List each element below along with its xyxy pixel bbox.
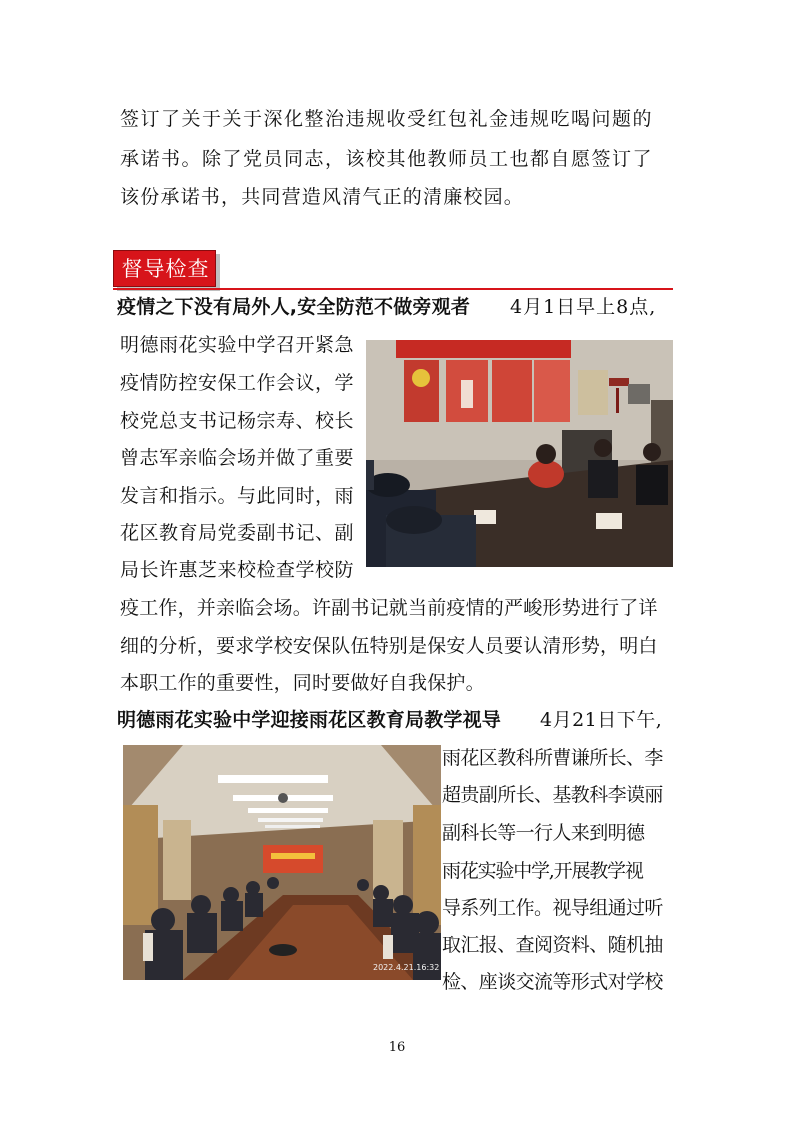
article1-side-line-4: 曾志军亲临会场并做了重要: [120, 447, 355, 469]
meeting-photo-security-art: [366, 340, 673, 567]
article2-side-line-6: 取汇报、查阅资料、随机抽: [442, 934, 663, 956]
section-tag: [113, 250, 216, 287]
meeting-photo-inspection-art: [123, 745, 441, 980]
meeting-photo-security: [366, 340, 673, 567]
article2-side-line-2: 超贵副所长、基教科李谟丽: [442, 784, 663, 806]
section-tag-label: 督导检查: [121, 257, 210, 281]
article1-side-line-5: 发言和指示。与此同时，雨: [120, 485, 355, 507]
article1-full-line-2: 细的分析，要求学校安保队伍特别是保安人员要认清形势，明白: [120, 635, 658, 657]
article1-full-line-3: 本职工作的重要性，同时要做好自我保护。: [120, 672, 485, 694]
article2-side-line-7: 检、座谈交流等形式对学校: [442, 971, 663, 993]
meeting-photo-inspection: [123, 745, 441, 980]
article2-side-line-4: 雨花实验中学,开展教学视: [442, 860, 643, 882]
article1-side-line-3: 校党总支书记杨宗寿、校长: [120, 410, 355, 432]
intro-line-2: 承诺书。除了党员同志，该校其他教师员工也都自愿签订了: [120, 148, 654, 170]
article2-lead: 4月21日下午,: [540, 709, 663, 731]
article1-side-line-1: 明德雨花实验中学召开紧急: [120, 334, 355, 356]
article2-side-line-5: 导系列工作。视导组通过听: [442, 897, 663, 919]
section-divider: [113, 288, 673, 290]
article1-side-line-2: 疫情防控安保工作会议，学: [120, 372, 355, 394]
page-number: 16: [388, 1040, 406, 1055]
article1-lead: 4月1日早上8点,: [510, 296, 657, 318]
article1-heading: 疫情之下没有局外人,安全防范不做旁观者: [117, 296, 471, 318]
article2-heading: 明德雨花实验中学迎接雨花区教育局教学视导: [117, 709, 502, 731]
photo-timestamp: 2022.4.21.16:32: [373, 963, 440, 972]
article1-side-line-7: 局长许惠芝来校检查学校防: [120, 559, 355, 581]
intro-line-3: 该份承诺书，共同营造风清气正的清廉校园。: [120, 186, 525, 208]
article2-side-line-1: 雨花区教科所曹谦所长、李: [442, 747, 663, 769]
intro-line-1: 签订了关于关于深化整治违规收受红包礼金违规吃喝问题的: [120, 108, 654, 130]
article1-side-line-6: 花区教育局党委副书记、副: [120, 522, 355, 544]
article1-full-line-1: 疫工作，并亲临会场。许副书记就当前疫情的严峻形势进行了详: [120, 597, 658, 619]
article2-side-line-3: 副科长等一行人来到明德: [442, 822, 645, 844]
